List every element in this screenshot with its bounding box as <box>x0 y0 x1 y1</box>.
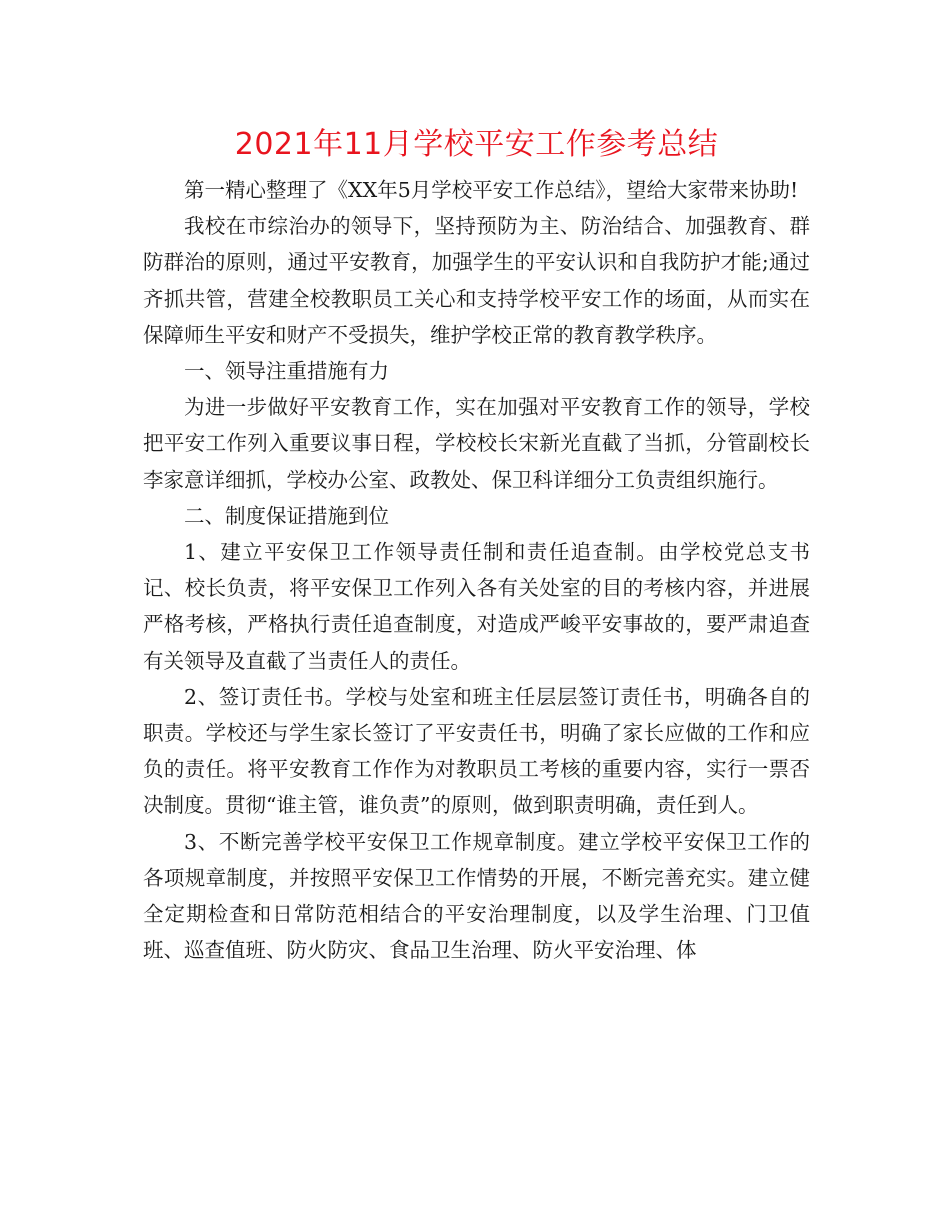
paragraph-leadership: 为进一步做好平安教育工作，实在加强对平安教育工作的领导，学校把平安工作列入重要议事日程，学校校长宋新光直截了当抓，分管副校长李家意详细抓，学校办公室、政教处、保卫科详细分工负责组织施行。 <box>143 395 810 492</box>
section-heading-2: 二、制度保证措施到位 <box>184 503 389 528</box>
document-body <box>143 172 810 968</box>
paragraph-overview: 我校在市综治办的领导下，坚持预防为主、防治结合、加强教育、群防群治的原则，通过平安教育，加强学生的平安认识和自我防护才能;通过齐抓共管，营建全校教职员工关心和支持学校平安工作的场面，从而实在保障师生平安和财产不受损失，维护学校正常的教育教学秩序。 <box>143 214 810 347</box>
document-title: 2021年11月学校平安工作参考总结 <box>234 127 719 162</box>
section-heading-1: 一、领导注重措施有力 <box>184 359 389 384</box>
paragraph-intro: 第一精心整理了《XX年5月学校平安工作总结》，望给大家带来协助! <box>184 178 799 202</box>
paragraph-item-3: 3、不断完善学校平安保卫工作规章制度。建立学校平安保卫工作的各项规章制度，并按照平安保卫工作情势的开展，不断完善充实。建立健全定期检查和日常防范相结合的平安治理制度，以及学生治理、门卫值班、巡查值班、防火防灾、食品卫生治理、防火平安治理、体 <box>143 829 810 963</box>
paragraph-item-1: 1、建立平安保卫工作领导责任制和责任追查制。由学校党总支书记、校长负责，将平安保卫工作列入各有关处室的目的考核内容，并进展严格考核，严格执行责任追查制度，对造成严峻平安事故的，要严肃追查有关领导及直截了当责任人的责任。 <box>143 540 810 673</box>
paragraph-item-2: 2、签订责任书。学校与处室和班主任层层签订责任书，明确各自的职责。学校还与学生家长签订了平安责任书，明确了家长应做的工作和应负的责任。将平安教育工作作为对教职员工考核的重要内容，实行一票否决制度。贯彻“谁主管，谁负责”的原则，做到职责明确，责任到人。 <box>143 684 810 818</box>
